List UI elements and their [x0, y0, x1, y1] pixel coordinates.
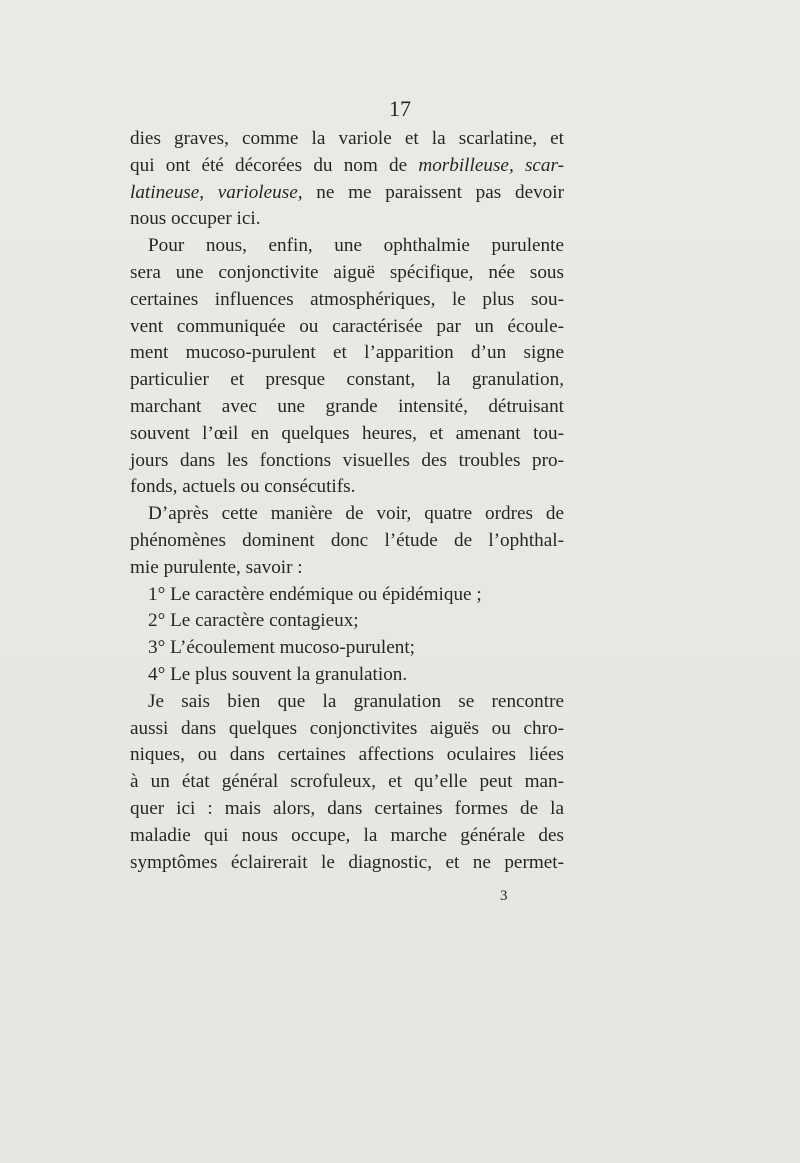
page-number: 17 — [389, 96, 411, 121]
text-line: particulier et presque constant, la granulation, — [130, 369, 564, 391]
text-line: maladie qui nous occupe, la marche générale des — [130, 824, 564, 846]
text-line: nous occuper ici. — [130, 208, 261, 230]
signature-mark: 3 — [500, 888, 508, 904]
text-line: qui ont été décorées du nom de morbilleuse, scar- — [130, 154, 564, 176]
text-line: phénomènes dominent donc l’étude de l’ophthal- — [130, 529, 564, 551]
text-line: certaines influences atmosphériques, le plus sou- — [130, 288, 564, 310]
text-line: sera une conjonctivite aiguë spécifique, née sous — [130, 261, 564, 283]
body-text — [130, 126, 564, 876]
text-line: latineuse, varioleuse, ne me paraissent pas devoir — [130, 181, 564, 203]
text-line: quer ici : mais alors, dans certaines formes de la — [130, 797, 564, 819]
italic-term: morbilleuse, scar- — [418, 154, 564, 176]
paragraph-start: Je sais bien que la granulation se rencontre — [148, 690, 564, 712]
text-line: à un état général scrofuleux, et qu’elle peut man- — [130, 771, 564, 793]
text-line: marchant avec une grande intensité, détruisant — [130, 395, 564, 417]
text-line: fonds, actuels ou consécutifs. — [130, 476, 356, 498]
text-line: souvent l’œil en quelques heures, et amenant tou- — [130, 422, 564, 444]
text-line: jours dans les fonctions visuelles des troubles pro- — [130, 449, 564, 471]
list-item: 1° Le caractère endémique ou épidémique ; — [148, 583, 482, 605]
paragraph-start: Pour nous, enfin, une ophthalmie purulente — [148, 235, 564, 257]
list-item: 4° Le plus souvent la granulation. — [148, 663, 408, 685]
list-item: 3° L’écoulement mucoso-purulent; — [148, 637, 415, 659]
list-item: 2° Le caractère contagieux; — [148, 610, 359, 632]
text-line: mie purulente, savoir : — [130, 556, 303, 578]
text-line: symptômes éclairerait le diagnostic, et ne permet- — [130, 851, 564, 873]
text-line: dies graves, comme la variole et la scarlatine, et — [130, 128, 564, 149]
text-line: ment mucoso-purulent et l’apparition d’un signe — [130, 342, 564, 364]
text-line: vent communiquée ou caractérisée par un écoule- — [130, 315, 564, 337]
italic-term: latineuse, varioleuse, — [130, 181, 303, 203]
text-line: aussi dans quelques conjonctivites aiguës ou chro- — [130, 717, 564, 739]
text-line: niques, ou dans certaines affections oculaires liées — [130, 744, 564, 766]
paragraph-start: D’après cette manière de voir, quatre ordres de — [148, 503, 564, 525]
